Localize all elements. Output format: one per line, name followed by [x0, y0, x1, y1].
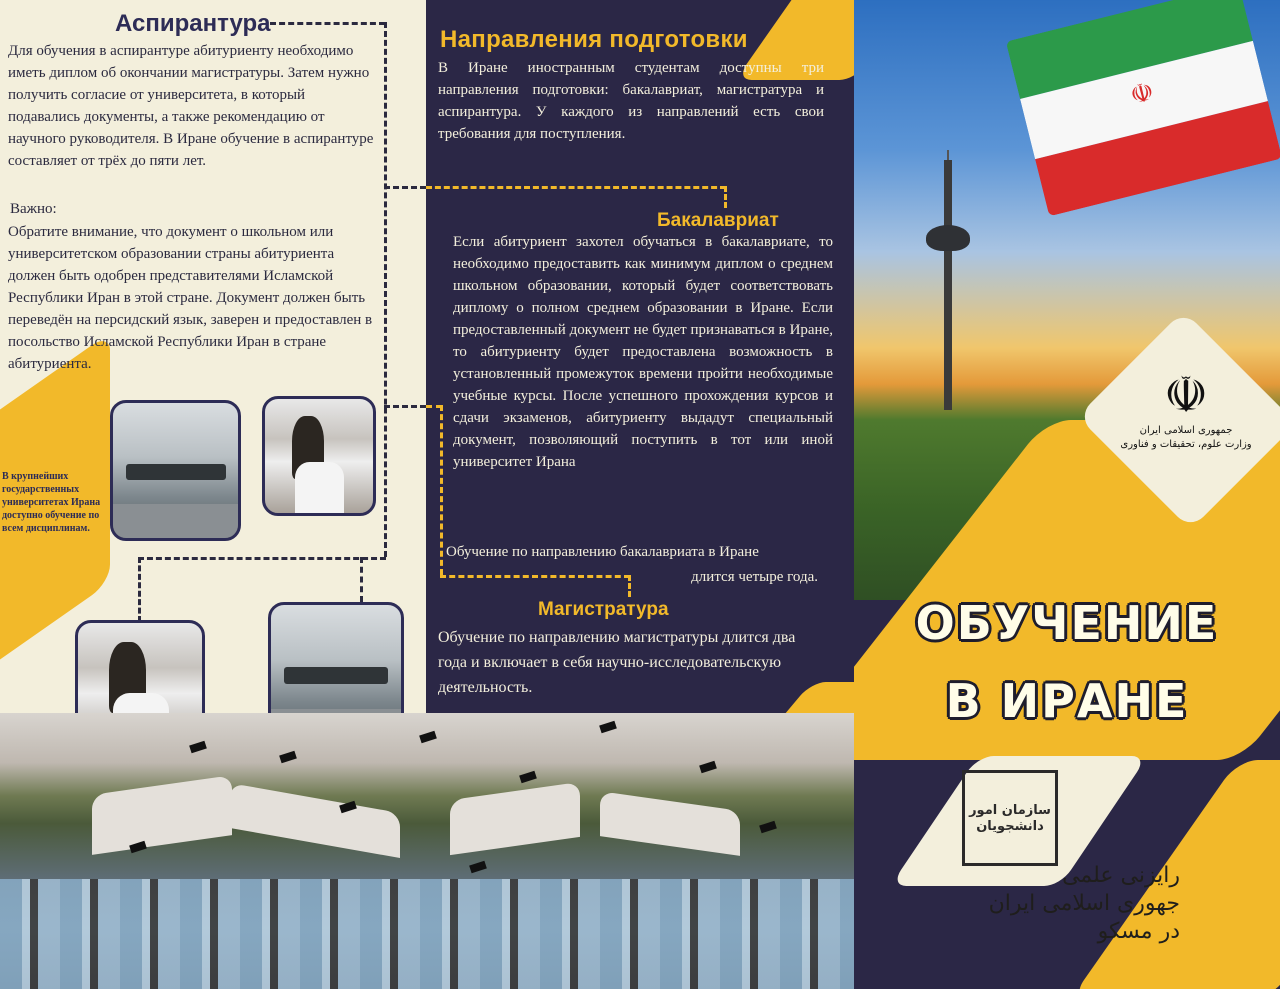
- ministry-emblem: [1116, 366, 1256, 452]
- graduation-cap: [279, 751, 297, 764]
- university-gate-arch: [230, 783, 400, 858]
- dashed-connector: [384, 22, 387, 557]
- milad-tower-head: [926, 225, 970, 251]
- graduation-cap: [699, 761, 717, 774]
- milad-tower: [944, 160, 952, 410]
- computer-lab-photo: [110, 400, 241, 541]
- office-line: رایزنی علمی: [1062, 863, 1180, 888]
- dashed-connector: [360, 557, 363, 602]
- graduation-cap: [599, 721, 617, 734]
- important-label: Важно:: [10, 201, 57, 217]
- office-line: در مسکو: [1097, 919, 1180, 944]
- bachelor-paragraph: Если абитуриент захотел обучаться в бакалавриате, то необходимо предоставить как минимум диплом о среднем школьном образовании, который будет соответствовать диплому о полном среднем образовании в Иране. Если предоставленный документ не будет признаваться в Иране, то абитуриенту будет предоставлена возможность в установленный промежуток времени пройти необходимые учебные курсы. После успешного прохождения курсов и сдачи экзаменов, абитуриенту выдадут специальный документ, позволяющий поступить в тот или иной университет Ирана: [453, 234, 833, 470]
- iran-emblem-icon: ☫: [1163, 366, 1209, 424]
- postgraduate-heading: Аспирантура: [115, 10, 271, 37]
- important-paragraph: Обратите внимание, что документ о школьном или университетском образовании страны абитуриента должен быть одобрен представителями Исламской Республики Иран в этой стране. Документ должен быть переведён на персидский язык, заверен и предоставлен в посольство Исламской Республики Иран в стране абитуриента.: [8, 224, 373, 372]
- dashed-connector: [724, 186, 727, 208]
- study-directions-heading: Направления подготовки: [440, 26, 748, 53]
- study-directions-intro: В Иране иностранным студентам доступны три направления подготовки: бакалавриат, магистратура и аспирантура. У каждого из направлений есть свои требования для поступления.: [438, 60, 824, 142]
- graduates-crowd: [0, 879, 854, 989]
- right-panel: [854, 0, 1280, 989]
- dashed-connector: [384, 405, 426, 408]
- bachelor-duration: Обучение по направлению бакалавриата в Иране: [446, 544, 759, 560]
- graduation-cap: [759, 821, 777, 834]
- scientific-office-caption: [980, 862, 1180, 946]
- postgraduate-paragraph: Для обучения в аспирантуре абитуриенту необходимо иметь диплом об окончании магистратуры. Затем нужно получить согласие от университета, в который подавались документы, а также рекомендацию от научного руководителя. В Иране обучение в аспирантуре составляет от трёх до пяти лет.: [8, 43, 374, 169]
- bachelor-duration-end: длится четыре года.: [691, 569, 818, 585]
- dashed-connector: [628, 575, 631, 597]
- brochure-title-line1: ОБУЧЕНИЕ: [915, 596, 1219, 650]
- logo-text: سازمان امور دانشجویان: [969, 802, 1051, 834]
- dashed-connector: [270, 22, 385, 25]
- dashed-connector: [440, 575, 630, 578]
- student-affairs-logo: [962, 770, 1058, 866]
- dashed-connector: [138, 557, 141, 622]
- side-note: В крупнейших государственных университетах Ирана доступно обучение по всем дисциплинам.: [2, 471, 101, 534]
- dashed-connector: [440, 405, 443, 575]
- office-line: جهوری اسلامی ایران: [988, 891, 1180, 916]
- graduation-cap: [419, 731, 437, 744]
- dashed-connector: [138, 557, 386, 560]
- flag-emblem-icon: ☫: [1127, 77, 1158, 113]
- graduation-photo: [0, 713, 854, 989]
- dashed-connector: [384, 186, 426, 189]
- master-paragraph: Обучение по направлению магистратуры длится два года и включает в себя научно-исследовательскую деятельность.: [438, 629, 796, 696]
- university-gate-arch: [600, 791, 740, 856]
- dashed-connector: [426, 186, 726, 189]
- emblem-caption: وزارت علوم، تحقیقات و فناوری: [1120, 439, 1252, 450]
- university-gate-arch: [92, 775, 232, 855]
- graduation-cap: [189, 741, 207, 754]
- master-heading: Магистратура: [538, 599, 669, 620]
- emblem-caption: جمهوری اسلامی ایران: [1139, 425, 1233, 436]
- lab-students-photo: [262, 396, 376, 516]
- university-gate-arch: [450, 782, 580, 855]
- bachelor-heading: Бакалавриат: [657, 210, 779, 231]
- graduation-cap: [469, 861, 487, 874]
- brochure-title-line2: В ИРАНЕ: [945, 674, 1189, 728]
- graduation-cap: [519, 771, 537, 784]
